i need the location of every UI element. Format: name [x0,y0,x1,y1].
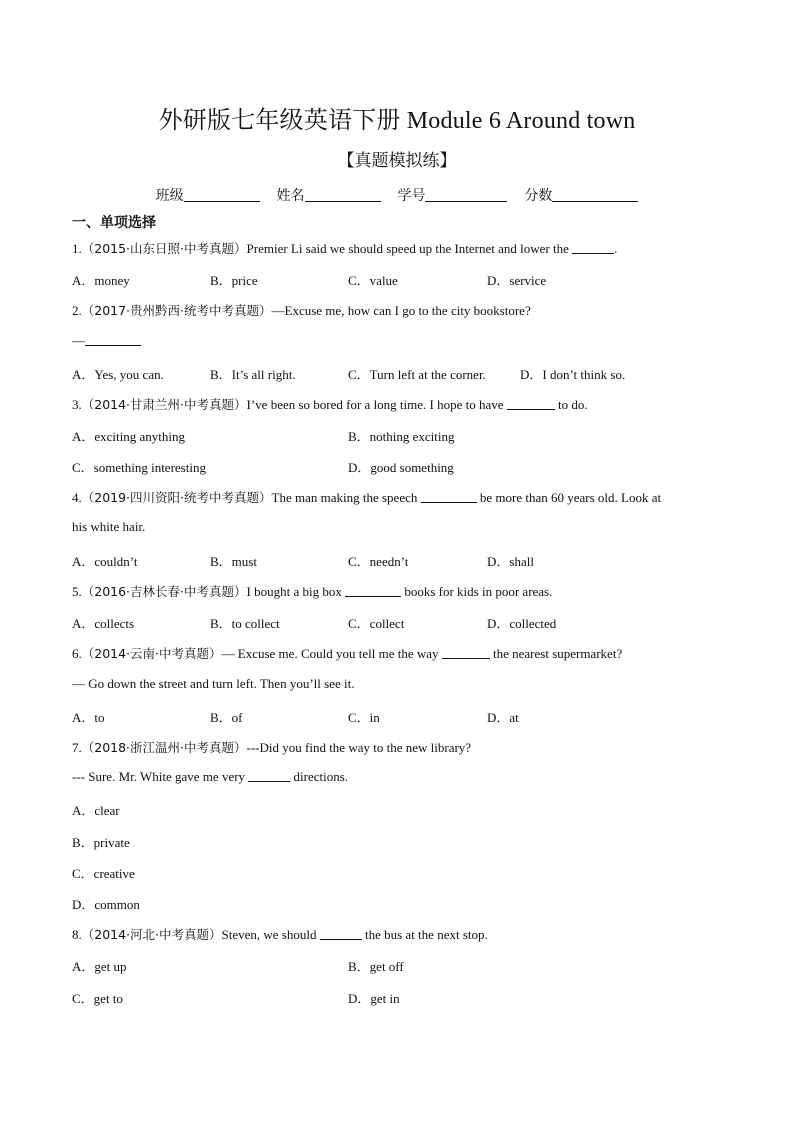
dash: — [72,333,85,348]
question-text-end: books for kids in poor areas. [401,584,553,599]
option-c: C．get to [72,991,123,1006]
question-text: ---Did you find the way to the new library? [246,740,472,755]
id-blank[interactable] [425,187,507,202]
answer-blank [442,646,490,659]
question-source: （2014·甘肃兰州·中考真题） [81,397,247,412]
option-d: D．common [72,897,140,912]
option-d: D．shall [487,554,534,569]
question-text: --- Sure. Mr. White gave me very [72,769,249,784]
option-a: A．to [72,710,105,725]
answer-blank [85,333,141,346]
name-blank[interactable] [305,187,381,202]
answer-blank [320,927,362,940]
question-source: （2015·山东日照·中考真题） [81,241,247,256]
option-b: B．It’s all right. [210,367,296,382]
option-d: D．service [487,273,547,288]
question-source: （2018·浙江温州·中考真题） [81,740,247,755]
question-text: Steven, we should [221,927,320,942]
option-d: D．collected [487,616,557,631]
question-text: I bought a big box [246,584,346,599]
answer-blank [572,241,614,254]
option-c: C．Turn left at the corner. [348,367,486,382]
class-blank[interactable] [184,187,260,202]
question-4 [72,488,661,506]
question-number: 3. [72,397,82,412]
answer-blank [507,397,555,410]
option-b: B．nothing exciting [348,429,455,444]
score-blank[interactable] [552,187,638,202]
answer-blank [248,769,290,782]
option-d: D．I don’t think so. [520,367,626,382]
section-heading: 一、单项选择 [72,215,156,231]
question-number: 1. [72,241,82,256]
question-text: The man making the speech [271,490,421,505]
page-subtitle: 【真题模拟练】 [337,151,457,171]
question-text: —Excuse me, how can I go to the city bookstore? [271,303,531,318]
question-7-line2 [72,769,348,785]
option-a: A．Yes, you can. [72,367,164,382]
question-text: — Excuse me. Could you tell me the way [221,646,442,661]
option-d: D．good something [348,460,454,475]
student-info-row [0,185,794,205]
question-text-end: the bus at the next stop. [361,927,488,942]
option-c: C．creative [72,866,135,881]
question-2 [72,301,531,319]
option-b: B．of [210,710,243,725]
question-source: （2014·河北·中考真题） [81,927,222,942]
question-text-end: be more than 60 years old. Look at [476,490,662,505]
answer-blank [345,584,401,597]
question-1 [72,239,617,257]
question-4-line2: his white hair. [72,519,146,534]
option-a: A．exciting anything [72,429,186,444]
option-a: A．money [72,273,130,288]
question-text-end: . [614,241,618,256]
question-source: （2016·吉林长春·中考真题） [81,584,247,599]
option-b: B．price [210,273,258,288]
question-number: 6. [72,646,82,661]
question-5 [72,582,552,600]
option-b: B．get off [348,959,404,974]
question-6 [72,644,622,662]
option-a: A．collects [72,616,135,631]
option-a: A．get up [72,959,127,974]
option-c: C．needn’t [348,554,409,569]
question-number: 2. [72,303,82,318]
option-c: C．in [348,710,380,725]
page-title: 外研版七年级英语下册 Module 6 Around town [158,108,636,134]
option-c: C．value [348,273,398,288]
option-b: B．private [72,835,130,850]
option-d: D．at [487,710,519,725]
id-label: 学号 [397,188,426,204]
option-b: B．to collect [210,616,280,631]
class-label: 班级 [155,188,184,204]
question-number: 8. [72,927,82,942]
question-number: 4. [72,490,82,505]
question-source: （2019·四川资阳·统考中考真题） [81,490,272,505]
name-label: 姓名 [276,188,305,204]
question-text: I’ve been so bored for a long time. I hope to have [246,397,507,412]
question-3 [72,395,588,413]
option-d: D．get in [348,991,400,1006]
question-7 [72,738,471,756]
question-6-line2: — Go down the street and turn left. Then you’ll see it. [72,676,355,691]
question-source: （2014·云南·中考真题） [81,646,222,661]
option-a: A．couldn’t [72,554,138,569]
answer-blank [421,490,477,503]
question-number: 5. [72,584,82,599]
question-2-line2 [72,333,141,349]
question-8 [72,925,488,943]
question-text-end: directions. [290,769,349,784]
option-c: C．something interesting [72,460,206,475]
question-source: （2017·贵州黔西·统考中考真题） [81,303,272,318]
question-number: 7. [72,740,82,755]
question-text-end: to do. [554,397,588,412]
option-b: B．must [210,554,257,569]
option-a: A．clear [72,803,120,818]
question-text: Premier Li said we should speed up the Internet and lower the [246,241,573,256]
option-c: C．collect [348,616,405,631]
question-text-end: the nearest supermarket? [489,646,623,661]
score-label: 分数 [524,188,553,204]
